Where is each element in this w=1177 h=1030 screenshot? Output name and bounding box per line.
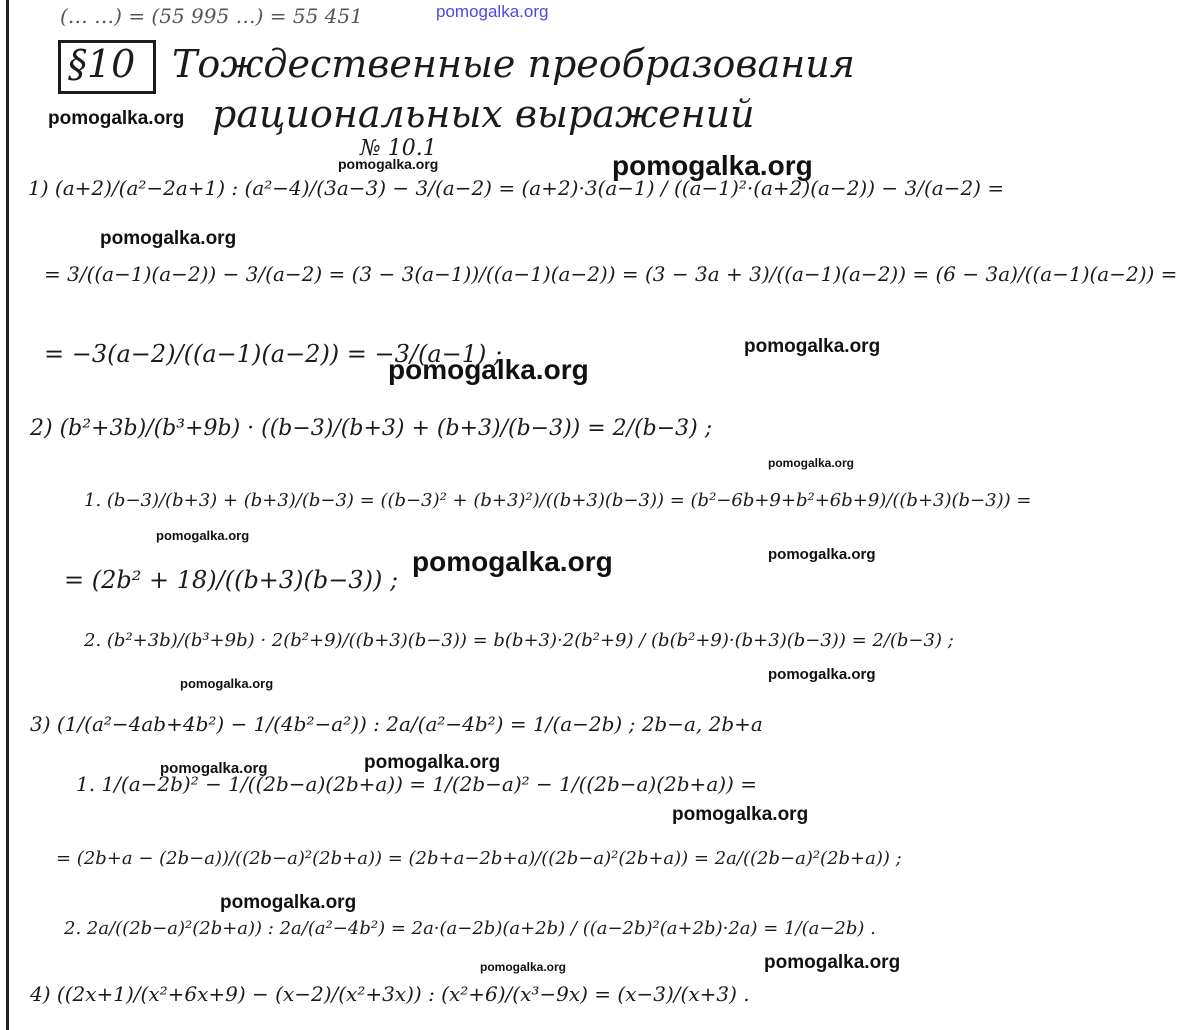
solution-line: = (2b² + 18)/((b+3)(b−3)) ; xyxy=(64,566,399,594)
exercise-number: № 10.1 xyxy=(360,136,437,161)
section-title-line1: Тождественные преобразования xyxy=(172,42,855,86)
watermark: pomogalka.org xyxy=(768,546,876,563)
watermark: pomogalka.org xyxy=(612,150,813,181)
watermark: pomogalka.org xyxy=(156,528,250,543)
solution-line: 2. (b²+3b)/(b³+9b) · 2(b²+9)/((b+3)(b−3)) = b(b+3)·2(b²+9) / (b(b²+9)·(b+3)(b−3)) = 2/(b−3) ; xyxy=(84,630,954,651)
solution-line: = −3(a−2)/((a−1)(a−2)) = −3/(a−1) ; xyxy=(44,340,503,368)
section-title-line2: рациональных выражений xyxy=(212,92,755,136)
watermark: pomogalka.org xyxy=(388,354,589,385)
solution-line: = (2b+a − (2b−a))/((2b−a)²(2b+a)) = (2b+a−2b+a)/((2b−a)²(2b+a)) = 2a/((2b−a)²(2b+a)) ; xyxy=(56,848,902,869)
watermark: pomogalka.org xyxy=(100,228,237,249)
solution-line: 2) (b²+3b)/(b³+9b) · ((b−3)/(b+3) + (b+3)/(b−3)) = 2/(b−3) ; xyxy=(30,416,713,441)
solution-line: 3) (1/(a²−4ab+4b²) − 1/(4b²−a²)) : 2a/(a²−4b²) = 1/(a−2b) ; 2b−a, 2b+a xyxy=(30,712,763,736)
solution-line: = 3/((a−1)(a−2)) − 3/(a−2) = (3 − 3(a−1))/((a−1)(a−2)) = (3 − 3a + 3)/((a−1)(a−2)) = (6 − 3a)/((a−1)(a−2)) = xyxy=(44,262,1177,286)
section-number: §10 xyxy=(68,42,136,86)
watermark: pomogalka.org xyxy=(220,892,357,913)
solution-line: 2. 2a/((2b−a)²(2b+a)) : 2a/(a²−4b²) = 2a·(a−2b)(a+2b) / ((a−2b)²(a+2b)·2a) = 1/(a−2b) . xyxy=(64,918,876,939)
watermark: pomogalka.org xyxy=(160,760,268,777)
site-watermark-top: pomogalka.org xyxy=(436,2,549,21)
watermark: pomogalka.org xyxy=(180,676,274,691)
watermark: pomogalka.org xyxy=(764,952,901,973)
watermark: pomogalka.org xyxy=(744,336,881,357)
watermark: pomogalka.org xyxy=(768,456,855,470)
solution-line: 1) (a+2)/(a²−2a+1) : (a²−4)/(3a−3) − 3/(a−2) = (a+2)·3(a−1) / ((a−1)²·(a+2)(a−2)) − 3/(a−2) = xyxy=(28,176,1005,200)
watermark: pomogalka.org xyxy=(364,752,501,773)
watermark: pomogalka.org xyxy=(672,804,809,825)
watermark: pomogalka.org xyxy=(412,546,613,577)
solution-line: 1. (b−3)/(b+3) + (b+3)/(b−3) = ((b−3)² + (b+3)²)/((b+3)(b−3)) = (b²−6b+9+b²+6b+9)/((b+3)(b−3)) = xyxy=(84,490,1032,511)
top-scrap-text: (… …) = (55 995 …) = 55 451 xyxy=(60,4,363,28)
watermark: pomogalka.org xyxy=(480,960,567,974)
watermark: pomogalka.org xyxy=(48,108,185,129)
margin-line xyxy=(6,0,9,1030)
watermark: pomogalka.org xyxy=(768,666,876,683)
solution-line: 4) ((2x+1)/(x²+6x+9) − (x−2)/(x²+3x)) : (x²+6)/(x³−9x) = (x−3)/(x+3) . xyxy=(30,982,750,1006)
solution-line: 1. 1/(a−2b)² − 1/((2b−a)(2b+a)) = 1/(2b−a)² − 1/((2b−a)(2b+a)) = xyxy=(76,772,757,796)
watermark: pomogalka.org xyxy=(338,156,439,172)
